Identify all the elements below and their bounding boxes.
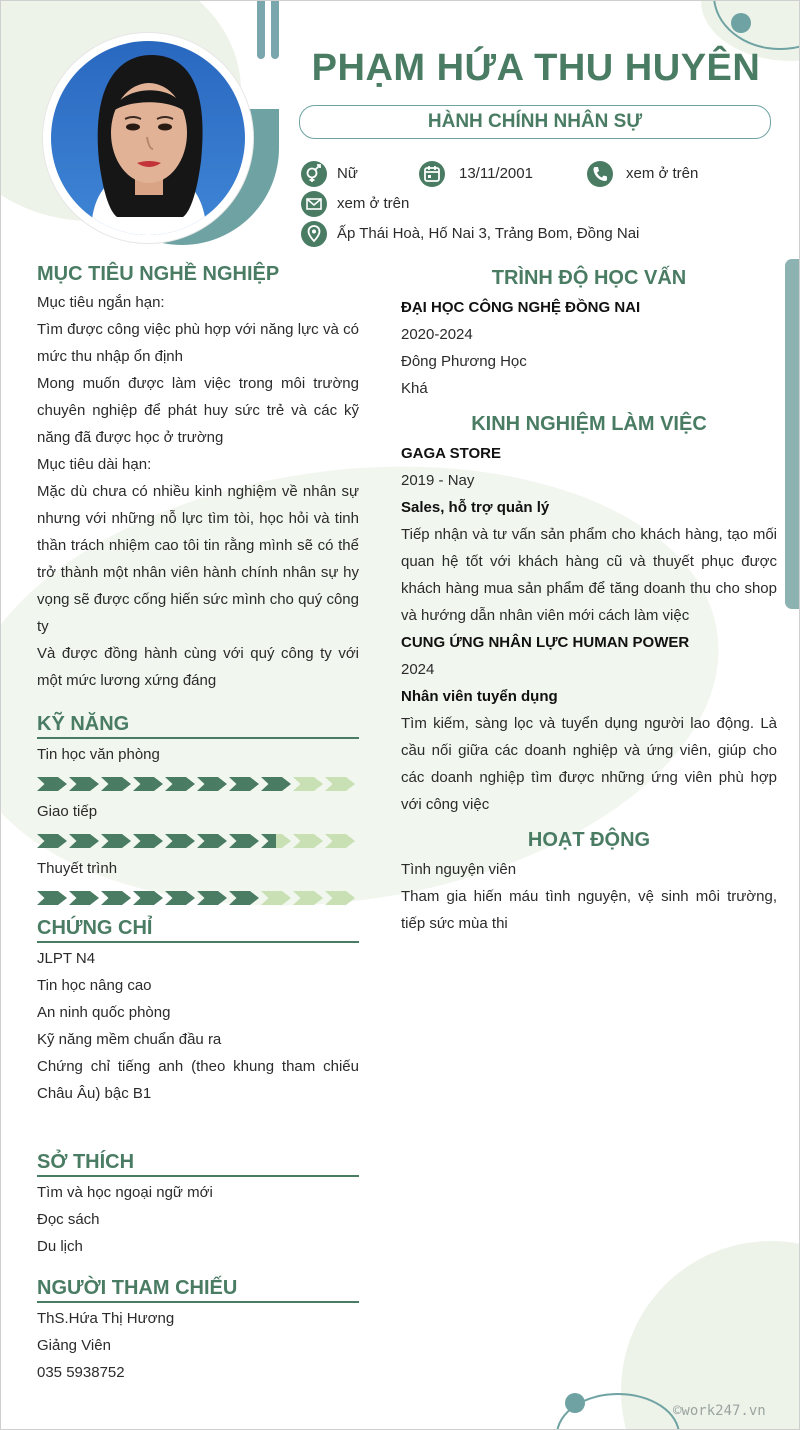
skill-arrow: [101, 777, 131, 791]
certificate-item: An ninh quốc phòng: [37, 1004, 171, 1021]
job-position: Sales, hỗ trợ quản lý: [401, 499, 550, 516]
certificates-title: CHỨNG CHỈ: [37, 917, 359, 943]
skill-name: Tin học văn phòng: [37, 746, 160, 763]
objective-paragraph: Mặc dù chưa có nhiều kinh nghiệm về nhân sự nhưng với những nỗ lực tìm tòi, học hỏi và tinh thần trách nhiệm cao tôi tin rằng mình sẽ có thể trở thành một nhân viên hành chính nhân sự hy vọng sẽ được cống hiến sức mình cho quý công ty: [37, 483, 359, 635]
job-period: 2019 - Nay: [401, 472, 475, 489]
skill-arrow: [101, 891, 131, 905]
job-company: CUNG ỨNG NHÂN LỰC HUMAN POWER: [401, 634, 690, 651]
job-description: Tìm kiếm, sàng lọc và tuyển dụng người lao động. Là cầu nối giữa các doanh nghiệp và ứng viên, giúp cho các doanh nghiệp tìm được những ứng viên phù hợp với công việc: [401, 715, 777, 813]
activities-title: HOẠT ĐỘNG: [527, 829, 651, 851]
education-section: [401, 267, 777, 402]
job-description: Tiếp nhận và tư vấn sản phẩm cho khách hàng, tạo mối quan hệ tốt với khách hàng cũ và thuyết phục được khách hàng mua sản phẩm để tăng doanh thu cho shop và hướng dẫn nhân viên mới cách làm việc: [401, 526, 777, 624]
skill-arrow: [69, 834, 99, 848]
skills-section: [37, 713, 359, 912]
email-icon: [301, 191, 327, 217]
hobbies-section: [37, 1151, 359, 1260]
full-name: PHẠM HỨA THU HUYÊN: [311, 47, 761, 89]
skill-rating: [37, 834, 359, 848]
skill-arrow: [325, 777, 355, 791]
certificates-section: [37, 917, 359, 1107]
certificate-item: Kỹ năng mềm chuẩn đầu ra: [37, 1031, 222, 1048]
skill-arrow: [165, 834, 195, 848]
skill-arrow: [101, 834, 131, 848]
skill-arrow: [165, 891, 195, 905]
certificate-item: Tin học nâng cao: [37, 977, 152, 994]
certificate-item: JLPT N4: [37, 950, 96, 967]
email-value: xem ở trên: [337, 195, 410, 212]
hobby-item: Đọc sách: [37, 1211, 100, 1228]
job-period: 2024: [401, 661, 435, 678]
hobbies-title: SỞ THÍCH: [37, 1151, 359, 1177]
reference-position: Giảng Viên: [37, 1337, 111, 1354]
experience-section: [401, 413, 777, 818]
skill-arrow: [133, 834, 163, 848]
skill-arrow: [293, 834, 323, 848]
objective-title: MỤC TIÊU NGHỀ NGHIỆP: [37, 263, 280, 285]
objective-paragraph: Và được đồng hành cùng với quý công ty với một mức lương xứng đáng: [37, 645, 359, 689]
skill-arrow: [325, 891, 355, 905]
skill-arrow: [37, 891, 67, 905]
scrollbar[interactable]: [785, 259, 799, 609]
skill-arrow: [261, 777, 291, 791]
gender-icon: [301, 161, 327, 187]
skill-arrow: [69, 891, 99, 905]
skill-arrow: [69, 777, 99, 791]
skill-name: Thuyết trình: [37, 860, 118, 877]
decor-dot: [565, 1393, 585, 1413]
reference-phone: 035 5938752: [37, 1364, 125, 1381]
location-icon: [301, 221, 327, 247]
skill-arrow: [229, 777, 259, 791]
skill-arrow: [229, 834, 259, 848]
skill-arrow: [133, 891, 163, 905]
skill-arrow: [197, 777, 227, 791]
skill-arrow: [293, 891, 323, 905]
references-title: NGƯỜI THAM CHIẾU: [37, 1277, 359, 1303]
objective-paragraph: Tìm được công việc phù hợp với năng lực và có mức thu nhập ổn định: [37, 321, 359, 365]
education-years: 2020-2024: [401, 326, 473, 343]
skill-arrow: [293, 777, 323, 791]
skill-arrow: [197, 891, 227, 905]
skill-arrow: [133, 777, 163, 791]
objective-paragraph: Mục tiêu ngắn hạn:: [37, 294, 165, 311]
phone-value: xem ở trên: [626, 165, 699, 182]
skill-arrow: [261, 891, 291, 905]
education-school: ĐẠI HỌC CÔNG NGHỆ ĐỒNG NAI: [401, 299, 641, 316]
skill-arrow: [37, 777, 67, 791]
phone-icon: [587, 161, 613, 187]
hobby-item: Du lịch: [37, 1238, 83, 1255]
objective-section: [37, 263, 359, 694]
skill-rating: [37, 891, 359, 905]
activity-description: Tham gia hiến máu tình nguyện, vệ sinh môi trường, tiếp sức mùa thi: [401, 888, 777, 932]
skills-title: KỸ NĂNG: [37, 713, 359, 739]
objective-paragraph: Mong muốn được làm việc trong môi trường chuyên nghiệp để phát huy sức trẻ và các kỹ năng đã được học ở trường: [37, 375, 359, 446]
skill-arrow: [229, 891, 259, 905]
certificate-item: Chứng chỉ tiếng anh (theo khung tham chiếu Châu Âu) bậc B1: [37, 1058, 359, 1102]
calendar-icon: [419, 161, 445, 187]
birthdate-value: 13/11/2001: [459, 165, 533, 182]
objective-paragraph: Mục tiêu dài hạn:: [37, 456, 152, 473]
job-company: GAGA STORE: [401, 445, 502, 462]
skill-name: Giao tiếp: [37, 803, 98, 820]
watermark: ©work247.vn: [673, 1403, 766, 1419]
decor-bar: [271, 1, 279, 59]
gender-value: Nữ: [337, 165, 358, 182]
job-title: HÀNH CHÍNH NHÂN SỰ: [299, 105, 771, 139]
hobby-item: Tìm và học ngoại ngữ mới: [37, 1184, 213, 1201]
skill-arrow: [37, 834, 67, 848]
skill-arrow: [165, 777, 195, 791]
education-major: Đông Phương Học: [401, 353, 527, 370]
decor-dot: [731, 13, 751, 33]
skill-arrow: [197, 834, 227, 848]
skill-rating: [37, 777, 359, 791]
avatar: [51, 41, 245, 235]
skill-arrow: [325, 834, 355, 848]
education-title: TRÌNH ĐỘ HỌC VẤN: [491, 267, 687, 289]
activity-name: Tình nguyện viên: [401, 861, 517, 878]
job-position: Nhân viên tuyển dụng: [401, 688, 558, 705]
decor-bar: [257, 1, 265, 59]
activities-section: [401, 829, 777, 937]
skill-arrow: [261, 834, 291, 848]
experience-title: KINH NGHIỆM LÀM VIỆC: [471, 413, 707, 435]
reference-name: ThS.Hứa Thị Hương: [37, 1310, 175, 1327]
education-grade: Khá: [401, 380, 428, 397]
address-value: Ấp Thái Hoà, Hố Nai 3, Trảng Bom, Đồng Nai: [337, 225, 640, 242]
references-section: [37, 1277, 359, 1386]
